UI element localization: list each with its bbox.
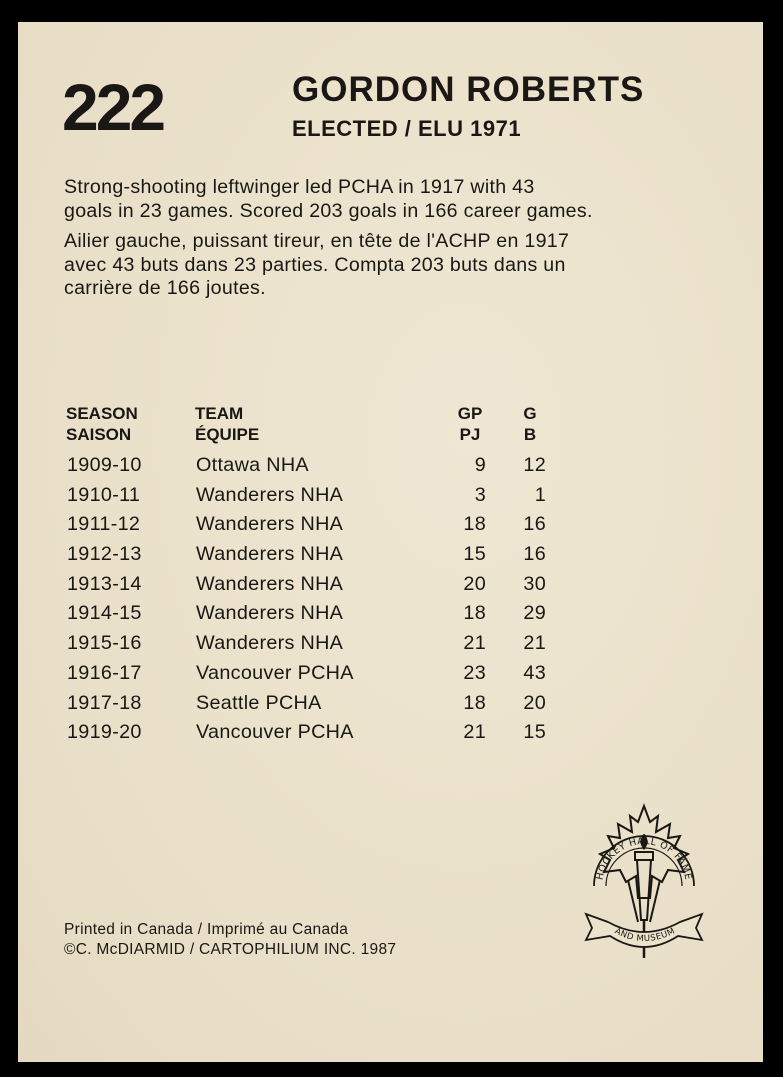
header-team-en: TEAM xyxy=(195,404,244,423)
header-season xyxy=(66,403,138,445)
goals-cell: 21 xyxy=(523,632,546,655)
table-row xyxy=(18,543,763,573)
team-cell: Wanderers NHA xyxy=(196,602,344,625)
bio-fr-line: Ailier gauche, puissant tireur, en tête de l'ACHP en 1917 xyxy=(64,230,570,252)
goals-cell: 29 xyxy=(523,602,546,625)
games-played-cell: 21 xyxy=(463,721,486,744)
bio-en-line: Strong-shooting leftwinger led PCHA in 1917 with 43 xyxy=(64,176,535,198)
table-row xyxy=(18,662,763,692)
team-cell: Ottawa NHA xyxy=(196,454,309,476)
season-cell: 1914-15 xyxy=(67,602,142,625)
team-cell: Vancouver PCHA xyxy=(196,721,354,744)
games-played-cell: 18 xyxy=(463,691,486,714)
bio-fr-line: avec 43 buts dans 23 parties. Compta 203 buts dans un xyxy=(64,253,566,276)
table-row xyxy=(18,454,763,484)
bio-english xyxy=(64,176,744,223)
season-cell: 1911-12 xyxy=(67,513,141,536)
games-played-cell: 20 xyxy=(463,572,486,595)
games-played-cell: 23 xyxy=(463,661,486,684)
season-cell: 1916-17 xyxy=(67,661,142,684)
goals-cell: 12 xyxy=(523,454,546,476)
table-row xyxy=(18,632,763,662)
team-cell: Seattle PCHA xyxy=(196,691,322,714)
team-cell: Wanderers NHA xyxy=(196,543,344,566)
print-credits xyxy=(64,920,396,960)
table-row xyxy=(18,692,763,722)
bio-fr-line: carrière de 166 joutes. xyxy=(64,277,266,299)
goals-cell: 1 xyxy=(534,483,546,506)
header-team-fr: ÉQUIPE xyxy=(195,425,260,444)
copyright-line: ©C. McDIARMID / CARTOPHILIUM INC. 1987 xyxy=(64,941,397,958)
goals-cell: 15 xyxy=(523,721,546,744)
team-cell: Wanderers NHA xyxy=(196,483,344,506)
games-played-cell: 18 xyxy=(463,602,486,625)
goals-cell: 16 xyxy=(523,513,546,536)
season-cell: 1912-13 xyxy=(67,543,142,566)
team-cell: Vancouver PCHA xyxy=(196,661,354,684)
games-played-cell: 3 xyxy=(474,483,486,506)
team-cell: Wanderers NHA xyxy=(196,572,344,595)
games-played-cell: 15 xyxy=(463,543,486,566)
bio-french xyxy=(64,230,744,301)
goals-cell: 20 xyxy=(523,691,546,714)
stats-table xyxy=(18,454,763,751)
games-played-cell: 21 xyxy=(463,632,486,655)
table-row xyxy=(18,721,763,751)
trading-card-back xyxy=(18,22,763,1062)
season-cell: 1913-14 xyxy=(67,572,142,595)
logo-text-bottom: AND MUSEUM xyxy=(612,926,677,945)
header-gp-fr: PJ xyxy=(459,425,481,444)
header-season-en: SEASON xyxy=(66,404,138,423)
goals-cell: 16 xyxy=(523,543,546,566)
games-played-cell: 18 xyxy=(463,513,486,536)
season-cell: 1919-20 xyxy=(67,721,142,744)
season-cell: 1909-10 xyxy=(67,454,142,476)
elected-year: ELECTED / ELU 1971 xyxy=(292,116,522,141)
goals-cell: 43 xyxy=(523,661,546,684)
bio-en-line: goals in 23 games. Scored 203 goals in 166 career games. xyxy=(64,199,593,222)
header-gp-en: GP xyxy=(457,404,483,423)
header-g-en: G xyxy=(523,404,537,423)
table-row xyxy=(18,484,763,514)
header-team xyxy=(195,403,259,445)
season-cell: 1917-18 xyxy=(67,691,142,714)
header-season-fr: SAISON xyxy=(66,425,132,444)
logo-text-top: HOCKEY HALL OF FAME xyxy=(594,835,694,882)
season-cell: 1915-16 xyxy=(67,632,142,655)
hockey-hall-of-fame-logo xyxy=(580,802,708,960)
player-name: GORDON ROBERTS xyxy=(292,70,645,109)
games-played-cell: 9 xyxy=(474,454,486,476)
printed-in-line: Printed in Canada / Imprimé au Canada xyxy=(64,921,349,938)
header-g-fr: B xyxy=(523,425,537,444)
goals-cell: 30 xyxy=(523,572,546,595)
table-row xyxy=(18,573,763,603)
header-goals xyxy=(515,403,545,445)
header-games-played xyxy=(450,403,490,445)
team-cell: Wanderers NHA xyxy=(196,513,344,536)
season-cell: 1910-11 xyxy=(67,483,141,506)
table-row xyxy=(18,513,763,543)
table-row xyxy=(18,602,763,632)
card-number: 222 xyxy=(62,70,164,144)
svg-text:HOCKEY HALL OF FAME xyxy=(594,836,693,881)
team-cell: Wanderers NHA xyxy=(196,632,344,655)
